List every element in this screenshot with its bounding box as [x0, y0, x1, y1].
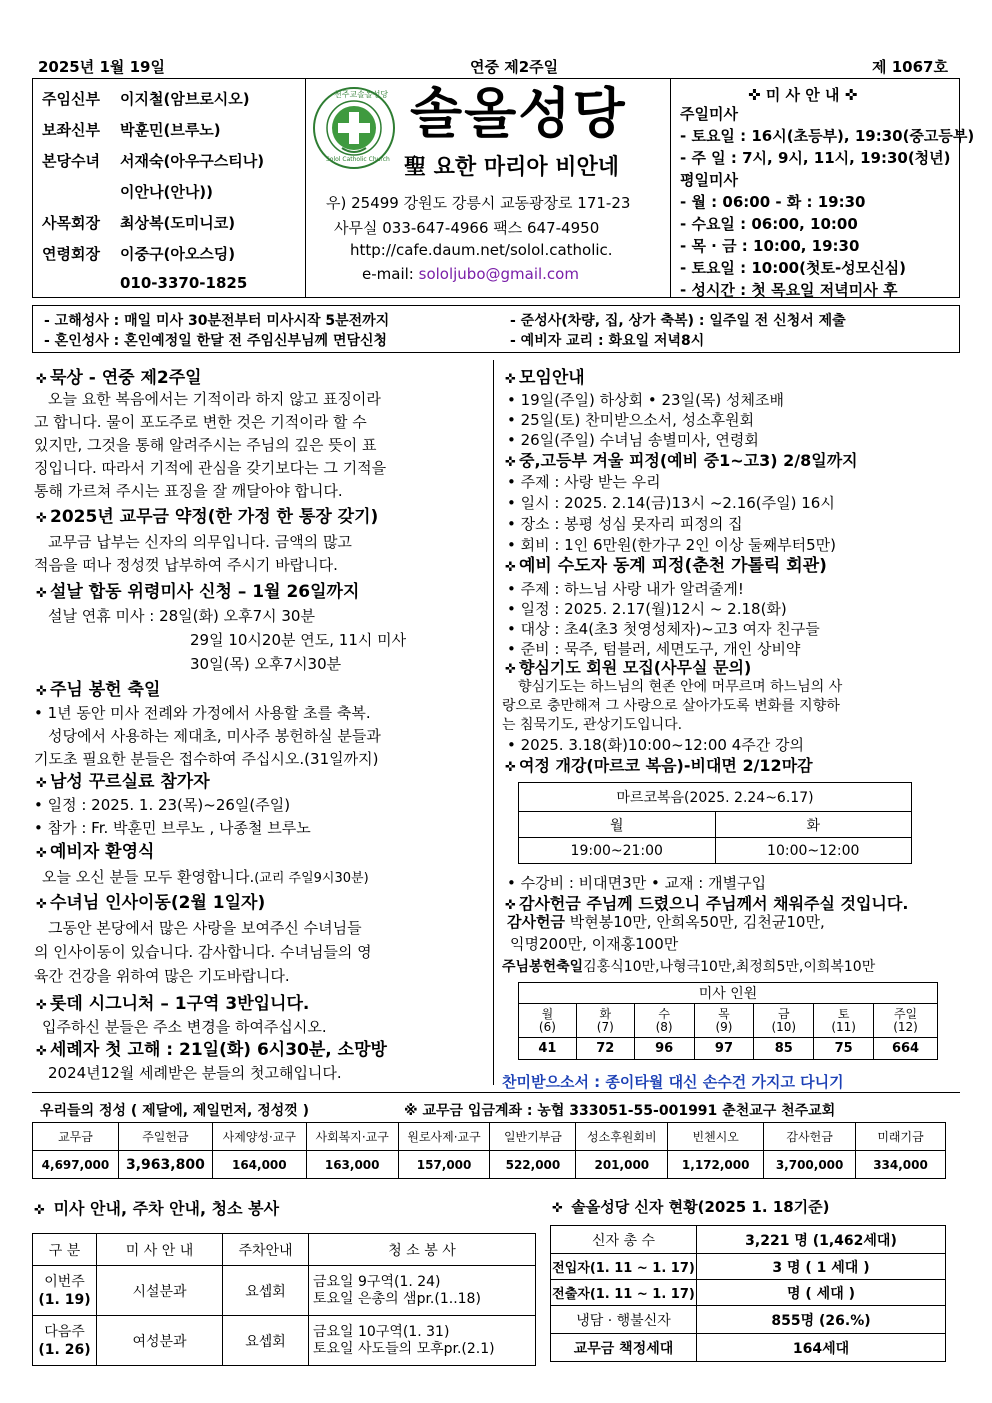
bullet-icon: ✜: [552, 1201, 563, 1216]
text-line: • 일정 : 2025. 2.17(월)12시 ~ 2.18(화): [507, 600, 787, 618]
service-mass: 여성분과: [97, 1316, 223, 1366]
attendance-date: (7): [596, 1019, 614, 1034]
offering-table: [32, 1122, 946, 1179]
offering-value: 4,697,000: [33, 1151, 119, 1179]
offering-value: 3,963,800: [118, 1151, 212, 1179]
bullet-icon: ✜: [34, 1203, 45, 1218]
text-line: 29일 10시20분 연도, 11시 미사: [190, 631, 407, 649]
offering-value: 3,700,000: [764, 1151, 856, 1179]
text-line: 는 침묵기도, 관상기도입니다.: [502, 717, 683, 733]
mass-line: - 성시간 : 첫 목요일 저녁미사 후: [680, 281, 898, 299]
offering-header: 빈첸시오: [668, 1123, 764, 1151]
text-line: • 대상 : 초4(초3 첫영성체자)~고3 여자 친구들: [507, 620, 820, 638]
attendance-count: 75: [814, 1038, 874, 1060]
mass-line: - 주 일 : 7시, 9시, 11시, 19:30(청년): [680, 149, 951, 167]
mass-line: - 토요일 : 10:00(첫토-성모신심): [680, 259, 906, 277]
bulletin-week-title: 연중 제2주일: [470, 58, 559, 76]
mass-line: 주일미사: [680, 105, 738, 123]
mark-course-table: [518, 782, 912, 864]
attendance-count: 41: [519, 1038, 577, 1060]
confession-info: - 고해성사 : 매일 미사 30분전부터 미사시작 5분전까지: [44, 313, 390, 329]
mark-course-title: 마르코복음(2025. 2.24~6.17): [519, 783, 912, 812]
attendance-day: 목: [718, 1006, 730, 1021]
text-line: 설날 연휴 미사 : 28일(화) 오후7시 30분: [48, 607, 315, 625]
service-header: 구 분: [33, 1234, 97, 1266]
service-clean: 토요일 사도들의 모후pr.(2.1): [313, 1340, 495, 1357]
service-clean: 토요일 은총의 샘pr.(1..18): [313, 1290, 481, 1307]
text-line: • 2025. 3.18(화)10:00~12:00 4주간 강의: [507, 736, 804, 754]
church-address: 우) 25499 강원도 강릉시 교동광장로 171-23: [326, 194, 631, 212]
members-label: 냉담 · 행불신자: [551, 1306, 697, 1334]
section-presentation-title: ✜ 주님 봉헌 축일: [36, 680, 161, 700]
offering-header: 교무금: [33, 1123, 119, 1151]
members-label: 전입자(1. 11 ~ 1. 17): [551, 1254, 697, 1280]
eco-notice: 찬미받으소서 : 종이타월 대신 손수건 가지고 다니기: [502, 1073, 844, 1091]
section-welcome-title: ✜ 예비자 환영식: [36, 842, 155, 862]
section-meditation-title: ✜ 묵상 - 연중 제2주일: [36, 368, 202, 388]
members-label: 신자 총 수: [551, 1226, 697, 1254]
bullet-icon: ✜: [36, 372, 47, 387]
text-line: 적음을 떠나 정성껏 납부하여 주시기 바랍니다.: [34, 556, 338, 574]
members-title: ✜ 솔올성당 신자 현황(2025 1. 18기준): [552, 1198, 830, 1216]
bullet-icon: ✜: [505, 455, 516, 470]
offering-header: 사제양성·교구: [212, 1123, 306, 1151]
bullet-icon: ✜: [505, 560, 516, 575]
bullet-icon: ✜: [36, 586, 47, 601]
text-line: • 1년 동안 미사 전례와 가정에서 사용할 초를 축복.: [34, 704, 371, 722]
cross-icon: ✜: [748, 86, 761, 104]
text-line: 고 합니다. 물이 포도주로 변한 것은 기적이라 할 수: [34, 413, 367, 431]
text-line: • 일시 : 2025. 2.14(금)13시 ~2.16(주일) 16시: [507, 494, 835, 512]
text-line: 김홍식10만,나형극10만,최정희5만,이희복10만: [583, 959, 876, 975]
mass-line: - 목 · 금 : 10:00, 19:30: [680, 237, 860, 255]
members-value: 164세대: [697, 1334, 946, 1362]
service-parking: 요셉회: [223, 1266, 309, 1316]
attendance-count: 96: [634, 1038, 694, 1060]
bullet-icon: ✜: [36, 998, 47, 1013]
account-info: ※ 교무금 입금계좌 : 농협 333051-55-001991 춘천교구 천주교회: [404, 1103, 836, 1119]
mark-time: 19:00~21:00: [519, 838, 716, 864]
mass-line: - 토요일 : 16시(초등부), 19:30(중고등부): [680, 127, 975, 145]
bulletin-date: 2025년 1월 19일: [38, 58, 165, 76]
bulletin-issue-number: 제 1067호: [872, 58, 948, 76]
bullet-icon: ✜: [505, 760, 516, 775]
text-line: 익명200만, 이재홍100만: [510, 935, 679, 953]
service-parking: 요셉회: [223, 1316, 309, 1366]
service-date: (1. 26): [38, 1341, 91, 1358]
section-bible-course-title: ✜ 여정 개강(마르코 복음)-비대면 2/12마감: [505, 756, 813, 775]
offering-header: 미래기금: [856, 1123, 946, 1151]
section-pledge-title: ✜ 2025년 교무금 약정(한 가정 한 통장 갖기): [36, 507, 379, 527]
attendance-date: (9): [715, 1019, 733, 1034]
blessing-info: - 준성사(차량, 집, 상가 축복) : 일주일 전 신청서 제출: [510, 313, 846, 329]
text-line: • 준비 : 묵주, 텀블러, 세면도구, 개인 상비약: [507, 640, 801, 658]
bullet-icon: ✜: [36, 897, 47, 912]
staff-role: 본당수녀: [42, 152, 100, 170]
section-youth-retreat-title: ✜ 중,고등부 겨울 피정(예비 중1~고3) 2/8일까지: [505, 451, 858, 470]
offering-title: 우리들의 정성 ( 제달에, 제일먼저, 정성껏 ): [40, 1103, 310, 1119]
attendance-title: 미사 인원: [519, 983, 938, 1004]
text-line: 있지만, 그것을 통해 알려주시는 주님의 깊은 뜻이 표: [34, 436, 377, 454]
text-line: • 주제 : 하느님 사랑 내가 알려줄게!: [507, 580, 744, 598]
text-line: • 주제 : 사랑 받는 우리: [507, 473, 661, 491]
mass-line: 평일미사: [680, 171, 738, 189]
section-first-confession-title: ✜ 세례자 첫 고해 : 21일(화) 6시30분, 소망방: [36, 1040, 387, 1060]
offering-header: 감사헌금: [764, 1123, 856, 1151]
staff-name: 이중구(아오스딩): [120, 245, 236, 263]
offering-value: 164,000: [212, 1151, 306, 1179]
text-line: 의 인사이동이 있습니다. 감사합니다. 수녀님들의 영: [34, 943, 372, 961]
staff-name: 최상복(도미니코): [120, 214, 236, 232]
attendance-day: 화: [599, 1006, 612, 1021]
church-patron-saint: 聖 요한 마리아 비안네: [404, 155, 619, 180]
service-clean: 금요일 9구역(1. 24): [313, 1273, 441, 1290]
staff-role: 보좌신부: [42, 121, 100, 139]
church-logo: [312, 86, 396, 170]
service-mass: 시설분과: [97, 1266, 223, 1316]
attendance-day: 토: [837, 1006, 850, 1021]
section-centering-prayer-title: ✜ 향심기도 회원 모집(사무실 문의): [505, 658, 752, 677]
bullet-icon: ✜: [505, 662, 516, 677]
text-line: • 일정 : 2025. 1. 23(목)~26일(주일): [34, 796, 291, 814]
text-line: • 수강비 : 비대면3만 • 교재 : 개별구입: [507, 874, 767, 892]
members-label: 교무금 책정세대: [551, 1334, 697, 1362]
text-line: • 26일(주일) 수녀님 송별미사, 연령회: [507, 431, 759, 449]
mass-info-title: ✜ 미 사 안 내 ✜: [748, 86, 858, 104]
mark-day-header: 월: [519, 812, 716, 838]
service-table: [32, 1233, 536, 1366]
offering-value: 522,000: [490, 1151, 576, 1179]
staff-name: 서재숙(아우구스티나): [120, 152, 265, 170]
mark-day-header: 화: [715, 812, 912, 838]
attendance-count: 72: [576, 1038, 634, 1060]
attendance-date: (12): [893, 1019, 918, 1034]
text-line: 징입니다. 따라서 기적에 관심을 갖기보다는 그 기적을: [34, 459, 387, 477]
service-date: (1. 19): [38, 1291, 91, 1308]
text-line: 2024년12월 세례받은 분들의 첫고해입니다.: [48, 1064, 342, 1082]
cross-icon: ✜: [844, 86, 858, 104]
email-label: e-mail:: [362, 265, 414, 283]
service-header: 주차안내: [223, 1234, 309, 1266]
text-line: • 장소 : 봉평 성심 못자리 피정의 집: [507, 515, 743, 533]
offering-value: 163,000: [306, 1151, 398, 1179]
attendance-day: 금: [778, 1006, 790, 1021]
attendance-day: 월: [541, 1006, 554, 1021]
attendance-table: [518, 982, 938, 1060]
text-line: • 25일(토) 찬미받으소서, 성소후원회: [507, 411, 755, 429]
attendance-day: 수: [658, 1006, 670, 1021]
attendance-count: 664: [874, 1038, 938, 1060]
members-value: 3,221 명 (1,462세대): [697, 1226, 946, 1254]
offering-value: 157,000: [398, 1151, 490, 1179]
section-lunar-mass-title: ✜ 설날 합동 위령미사 신청 – 1월 26일까지: [36, 582, 360, 602]
bullet-icon: ✜: [36, 1044, 47, 1059]
attendance-date: (11): [831, 1019, 856, 1034]
service-title: ✜ 미사 안내, 주차 안내, 청소 봉사: [34, 1199, 280, 1218]
church-website[interactable]: http://cafe.daum.net/solol.catholic.: [350, 241, 613, 259]
offering-value: 201,000: [576, 1151, 668, 1179]
service-clean: 금요일 10구역(1. 31): [313, 1323, 450, 1340]
service-row: [33, 1316, 536, 1366]
logo-ring-text: 천주교솔올성당: [334, 90, 389, 99]
text-line: 육간 건강을 위하여 많은 기도바랍니다.: [34, 967, 290, 985]
mass-line: - 수요일 : 06:00, 10:00: [680, 215, 858, 233]
text-line: 기도초 필요한 분들은 접수하여 주십시오.(31일까지): [34, 750, 379, 768]
bullet-icon: ✜: [505, 372, 516, 387]
members-value: 855명 (26.%): [697, 1306, 946, 1334]
offering-header: 사회복지·교구: [306, 1123, 398, 1151]
text-line: 오늘 요한 복음에서는 기적이라 하지 않고 표징이라: [48, 390, 381, 408]
text-line: (교리 주일9시30분): [254, 871, 369, 886]
service-week: 다음주: [44, 1323, 85, 1340]
section-thanks-offering-title: ✜ 감사헌금 주님께 드렸으니 주님께서 채워주실 것입니다.: [505, 894, 909, 913]
text-line: • 회비 : 1인 6만원(한가구 2인 이상 둘째부터5만): [507, 536, 836, 554]
text-line: 교무금 납부는 신자의 의무입니다. 금액의 많고: [48, 533, 352, 551]
text-line: 통해 가르쳐 주시는 표징을 잘 깨달아야 합니다.: [34, 482, 343, 500]
text-line: 30일(목) 오후7시30분: [190, 655, 342, 673]
marriage-info: - 혼인성사 : 혼인예정일 한달 전 주임신부님께 면담신청: [44, 333, 388, 349]
mark-time: 10:00~12:00: [715, 838, 912, 864]
staff-name: 이안나(안나)): [120, 183, 214, 201]
members-value: 명 ( 세대 ): [697, 1280, 946, 1306]
section-lotte-title: ✜ 롯데 시그니처 – 1구역 3반입니다.: [36, 994, 310, 1014]
attendance-day: 주일: [893, 1006, 918, 1021]
members-table: [550, 1225, 946, 1362]
offering-value: 334,000: [856, 1151, 946, 1179]
staff-name: 박훈민(브루노): [120, 121, 221, 139]
service-row: [33, 1266, 536, 1316]
mass-line: - 월 : 06:00 - 화 : 19:30: [680, 193, 866, 211]
text-line: 랑으로 충만해져 그 사랑으로 살아가도록 변화를 지향하: [502, 698, 840, 714]
thanks-label: 감사헌금: [507, 913, 565, 931]
church-phone: 사무실 033-647-4966 팩스 647-4950: [334, 219, 600, 237]
logo-ring-text-en: Solol Catholic Church: [326, 156, 390, 163]
staff-phone: 010-3370-1825: [120, 274, 248, 292]
text-line: • 참가 : Fr. 박훈민 브루노 , 나종철 브루노: [34, 819, 311, 837]
offering-header: 원로사제·교구: [398, 1123, 490, 1151]
staff-role: 주임신부: [42, 90, 100, 108]
bullet-icon: ✜: [36, 684, 47, 699]
members-label: 전출자(1. 11 ~ 1. 17): [551, 1280, 697, 1306]
church-name: 솔올성당: [410, 82, 627, 145]
text-line: 오늘 오신 분들 모두 환영합니다.: [42, 868, 255, 886]
service-header: 미 사 안 내: [97, 1234, 223, 1266]
attendance-date: (10): [771, 1019, 797, 1034]
staff-name: 이지철(암브로시오): [120, 90, 250, 108]
catechumen-info: - 예비자 교리 : 화요일 저녁8시: [510, 333, 705, 349]
attendance-date: (6): [538, 1019, 556, 1034]
members-value: 3 명 ( 1 세대 ): [697, 1254, 946, 1280]
staff-role: 연령회장: [42, 245, 100, 263]
attendance-count: 85: [754, 1038, 814, 1060]
offering-header: 주일헌금: [118, 1123, 212, 1151]
bullet-icon: ✜: [36, 511, 47, 526]
text-line: 박현봉10만, 안희옥50만, 김천균10만,: [564, 913, 825, 931]
text-line: • 19일(주일) 하상회 • 23일(목) 성체조배: [507, 391, 784, 409]
text-line: 그동안 본당에서 많은 사랑을 보여주신 수녀님들: [48, 919, 362, 937]
section-sisters-title: ✜ 수녀님 인사이동(2월 1일자): [36, 893, 266, 913]
attendance-date: (8): [655, 1019, 673, 1034]
text-line: 향심기도는 하느님의 현존 안에 머무르며 하느님의 사: [518, 679, 843, 695]
offering-value: 1,172,000: [668, 1151, 764, 1179]
bullet-icon: ✜: [36, 846, 47, 861]
bullet-icon: ✜: [36, 776, 47, 791]
bullet-icon: ✜: [505, 898, 516, 913]
service-header: 청 소 봉 사: [309, 1234, 536, 1266]
text-line: 성당에서 사용하는 제대초, 미사주 봉헌하실 분들과: [48, 727, 381, 745]
service-week: 이번주: [44, 1273, 85, 1290]
staff-role: 사목회장: [42, 214, 100, 232]
church-email[interactable]: sololjubo@gmail.com: [418, 265, 579, 283]
offering-header: 성소후원회비: [576, 1123, 668, 1151]
offering-header: 일반기부금: [490, 1123, 576, 1151]
attendance-count: 97: [694, 1038, 754, 1060]
presentation-offering-label: 주님봉헌축일: [502, 959, 584, 975]
section-vocation-retreat-title: ✜ 예비 수도자 동계 피정(춘천 가톨릭 회관): [505, 556, 827, 576]
text-line: 입주하신 분들은 주소 변경을 하여주십시오.: [42, 1018, 327, 1036]
section-cursillo-title: ✜ 남성 꾸르실료 참가자: [36, 772, 210, 792]
section-meetings-title: ✜ 모임안내: [505, 368, 585, 388]
